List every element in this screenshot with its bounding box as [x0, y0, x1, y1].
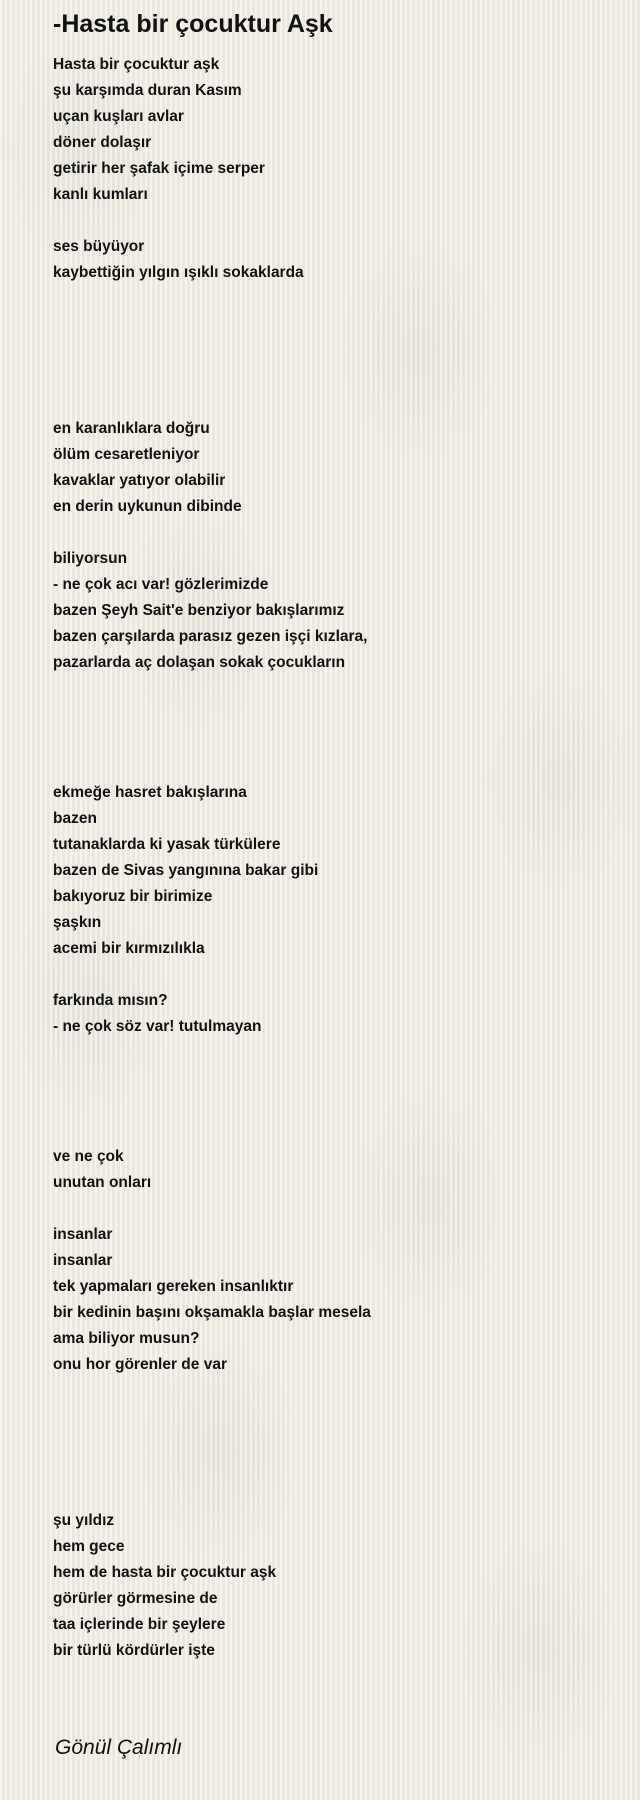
stanza-gap — [53, 1118, 613, 1144]
poem-line: hem gece — [53, 1538, 125, 1555]
stanza-gap — [53, 1196, 613, 1222]
poem-line: görürler görmesine de — [53, 1590, 218, 1607]
poem-line: ama biliyor musun? — [53, 1330, 200, 1347]
stanza-gap — [53, 312, 613, 338]
poem-line: getirir her şafak içime serper — [53, 160, 265, 177]
poem-line: tutanaklarda ki yasak türkülere — [53, 836, 281, 853]
poem-line: insanlar — [53, 1226, 113, 1243]
stanza-gap — [53, 1040, 613, 1066]
poem-line: döner dolaşır — [53, 134, 152, 151]
poem-line: şu yıldız — [53, 1512, 115, 1529]
stanza-gap — [53, 676, 613, 702]
poem-line: acemi bir kırmızılıkla — [53, 940, 205, 957]
poem-line: kanlı kumları — [53, 186, 148, 203]
stanza-gap — [53, 962, 613, 988]
poem-line: - ne çok söz var! tutulmayan — [53, 1018, 262, 1035]
poem-line: bir kedinin başını okşamakla başlar mesela — [53, 1304, 371, 1321]
poem-line: uçan kuşları avlar — [53, 108, 184, 125]
poem-line: kavaklar yatıyor olabilir — [53, 472, 226, 489]
stanza-gap — [53, 338, 613, 364]
poem-line: onu hor görenler de var — [53, 1356, 227, 1373]
poem-line: şu karşımda duran Kasım — [53, 82, 242, 99]
poem-line: insanlar — [53, 1252, 113, 1269]
poem-body — [53, 52, 613, 1664]
stanza-gap — [53, 1430, 613, 1456]
poem-line: bir türlü kördürler işte — [53, 1642, 215, 1659]
poem-line: şaşkın — [53, 914, 102, 931]
stanza-gap — [53, 1066, 613, 1092]
poem-line: ekmeğe hasret bakışlarına — [53, 784, 247, 801]
poem-line: kaybettiğin yılgın ışıklı sokaklarda — [53, 264, 304, 281]
poem-line: en derin uykunun dibinde — [53, 498, 242, 515]
poem-line: bazen çarşılarda parasız gezen işçi kızlara, — [53, 628, 368, 645]
poem-line: taa içlerinde bir şeylere — [53, 1616, 226, 1633]
poem-line: unutan onları — [53, 1174, 152, 1191]
poem-author[interactable]: Gönül Çalımlı — [55, 1736, 183, 1759]
poem-title: -Hasta bir çocuktur Aşk — [53, 10, 333, 38]
poem-line: en karanlıklara doğru — [53, 420, 210, 437]
stanza-gap — [53, 520, 613, 546]
poem-line: Hasta bir çocuktur aşk — [53, 56, 220, 73]
stanza-gap — [53, 728, 613, 754]
stanza-gap — [53, 208, 613, 234]
poem-line: pazarlarda aç dolaşan sokak çocukların — [53, 654, 346, 671]
stanza-gap — [53, 286, 613, 312]
poem-line: hem de hasta bir çocuktur aşk — [53, 1564, 277, 1581]
poem-line: ses büyüyor — [53, 238, 145, 255]
poem-line: biliyorsun — [53, 550, 128, 567]
stanza-gap — [53, 364, 613, 390]
stanza-gap — [53, 1482, 613, 1508]
poem-line: tek yapmaları gereken insanlıktır — [53, 1278, 294, 1295]
poem-line: bazen de Sivas yangınına bakar gibi — [53, 862, 319, 879]
poem-line: bakıyoruz bir birimize — [53, 888, 213, 905]
poem-line: - ne çok acı var! gözlerimizde — [53, 576, 269, 593]
poem-line: ölüm cesaretleniyor — [53, 446, 200, 463]
stanza-gap — [53, 1378, 613, 1404]
stanza-gap — [53, 1456, 613, 1482]
poem-line: farkında mısın? — [53, 992, 168, 1009]
stanza-gap — [53, 702, 613, 728]
stanza-gap — [53, 754, 613, 780]
poem-line: bazen Şeyh Sait'e benziyor bakışlarımız — [53, 602, 345, 619]
poem-line: ve ne çok — [53, 1148, 124, 1165]
poem-line: bazen — [53, 810, 97, 827]
stanza-gap — [53, 390, 613, 416]
stanza-gap — [53, 1092, 613, 1118]
stanza-gap — [53, 1404, 613, 1430]
